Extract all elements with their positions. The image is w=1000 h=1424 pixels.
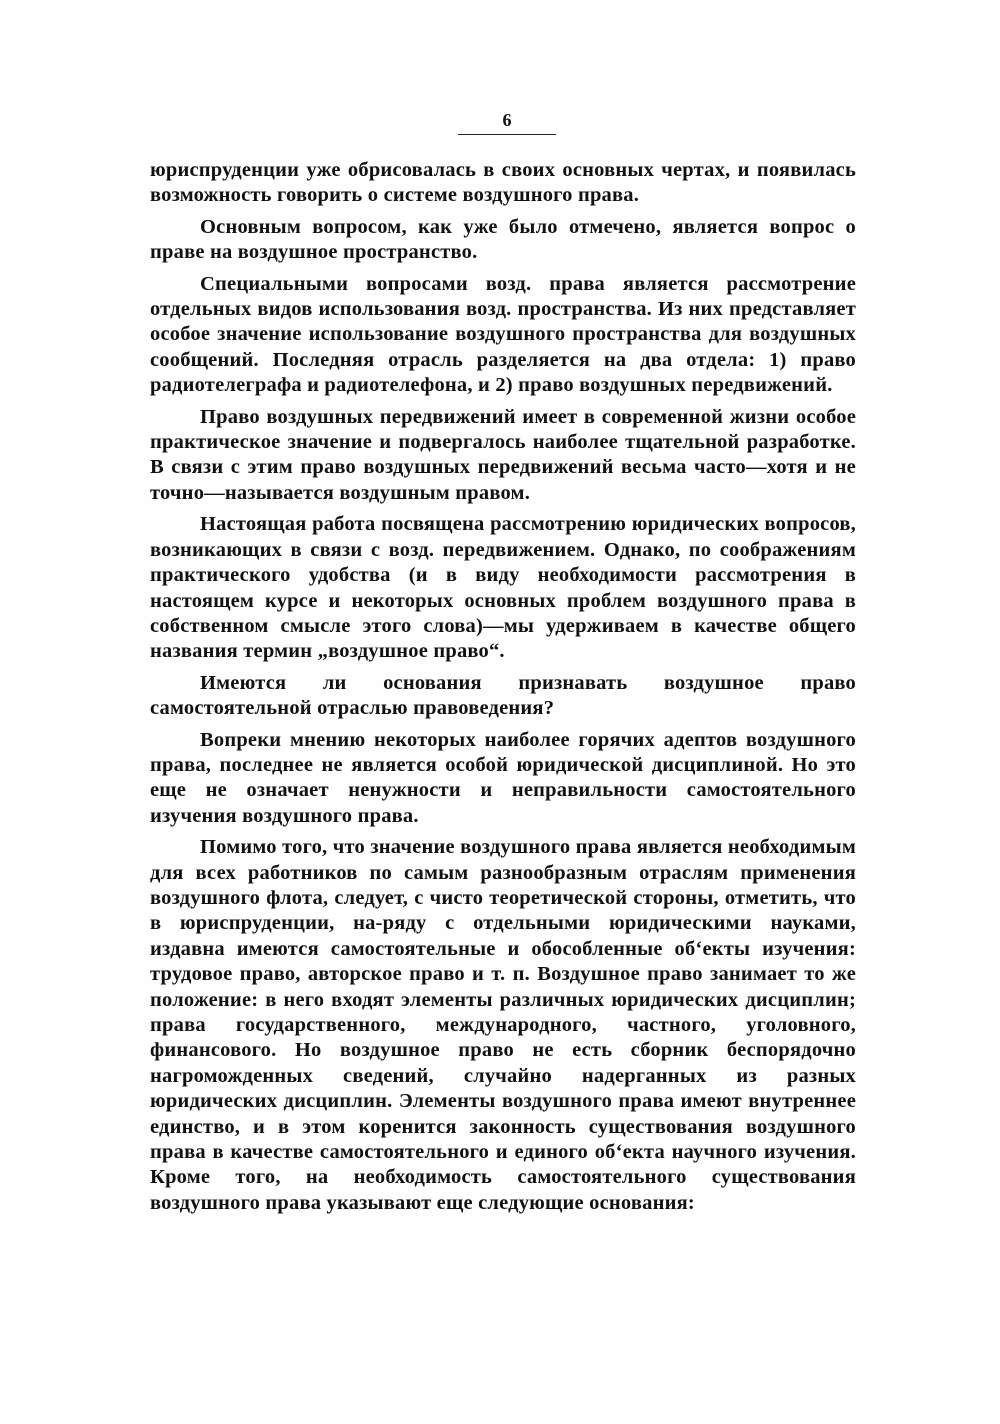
- paragraph: Имеются ли основания признавать воздушное право самостоятельной отраслью правоведения?: [150, 671, 856, 720]
- paragraph: Основным вопросом, как уже было отмечено, является вопрос о праве на воздушное пространство.: [150, 215, 856, 264]
- paragraph: Вопреки мнению некоторых наиболее горячих адептов воздушного права, последнее не является особой юридической дисциплиной. Но это еще не означает ненужности и неправильности самостоятельного изучения воздушного права.: [150, 728, 856, 827]
- page-number: 6: [502, 110, 512, 130]
- page-number-rule: [458, 134, 556, 135]
- paragraph: Настоящая работа посвящена рассмотрению юридических вопросов, возникающих в связи с возд. передвижением. Однако, по соображениям практического удобства (и в виду необходимости рассмотрения в настоящем курсе и некоторых основных проблем воздушного права в собственном смысле этого слова)—мы удерживаем в качестве общего названия термин „воздушное право“.: [150, 513, 856, 663]
- paragraph: Специальными вопросами возд. права является рассмотрение отдельных видов использования возд. пространства. Из них представляет особое значение использование воздушного пространства для воздушных сообщений. Последняя отрасль разделяется на два отдела: 1) право радиотелеграфа и радиотелефона, и 2) право воздушных передвижений.: [150, 272, 856, 397]
- body-text: [150, 158, 856, 1222]
- paragraph-continuation: юриспруденции уже обрисовалась в своих основных чертах, и появилась возможность говорить о системе воздушного права.: [150, 159, 856, 207]
- paragraph: Помимо того, что значение воздушного права является необходимым для всех работников по самым разнообразным отраслям применения воздушного флота, следует, с чисто теоретической стороны, отметить, что в юриспруденции, на-ряду с отдельными юридическими науками, издавна имеются самостоятельные и обособленные об‘екты изучения: трудовое право, авторское право и т. п. Воздушное право занимает то же положение: в него входят элементы различных юридических дисциплин; права государственного, международного, частного, уголовного, финансового. Но воздушное право не есть сборник беспорядочно нагроможденных сведений, случайно надерганных из разных юридических дисциплин. Элементы воздушного права имеют внутреннее единство, и в этом коренится законность существования воздушного права в качестве самостоятельного и единого об‘екта научного изучения. Кроме того, на необходимость самостоятельного существования воздушного права указывают еще следующие основания:: [150, 836, 856, 1214]
- paragraph: Право воздушных передвижений имеет в современной жизни особое практическое значение и подвергалось наиболее тщательной разработке. В связи с этим право воздушных передвижений весьма часто—хотя и не точно—называется воздушным правом.: [150, 405, 856, 504]
